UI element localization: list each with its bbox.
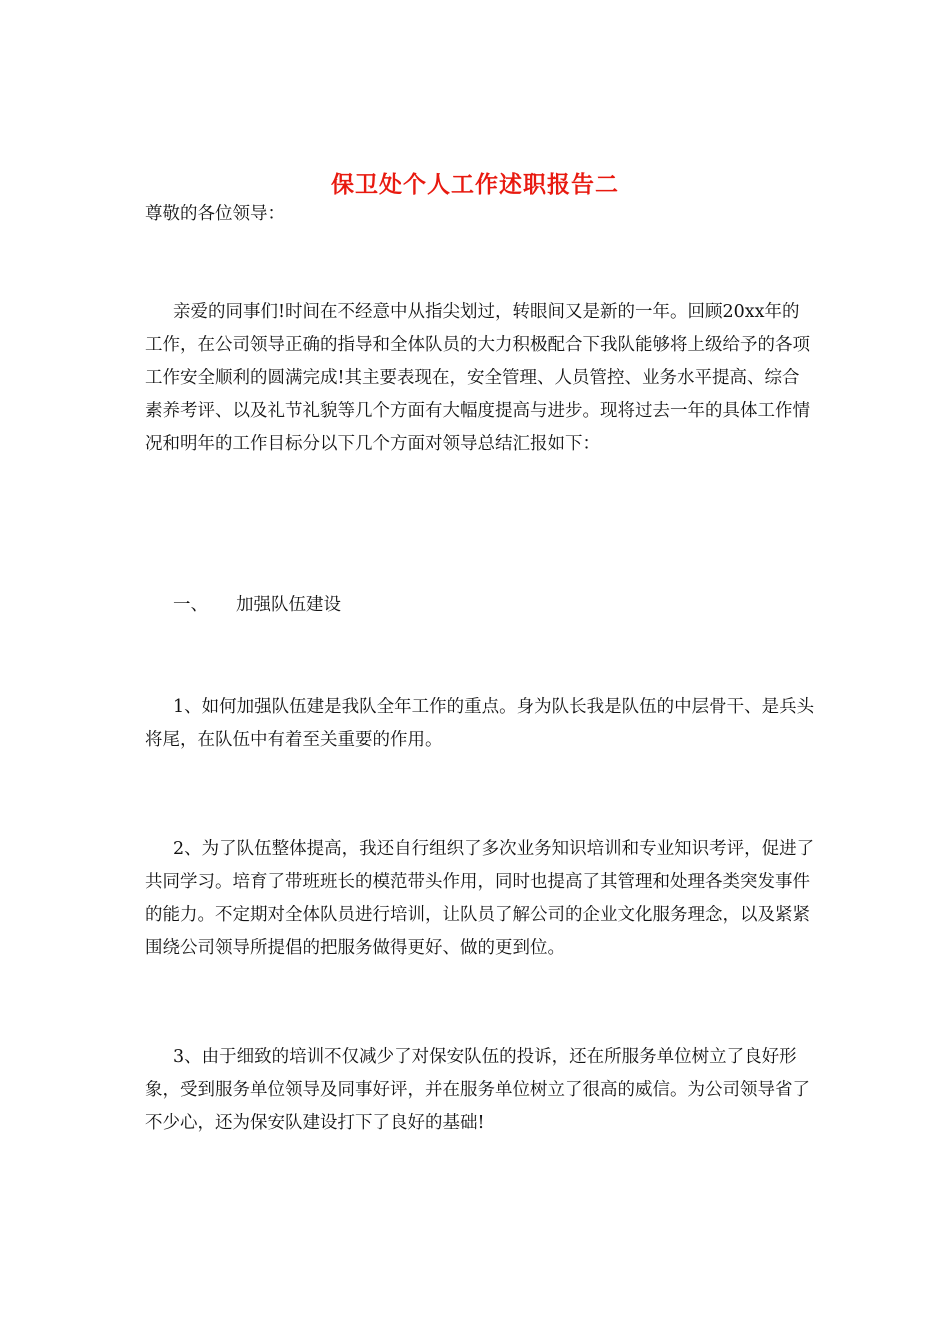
- paragraph-2: 2、为了队伍整体提高，我还自行组织了多次业务知识培训和专业知识考评，促进了共同学习。培育了带班班长的模范带头作用，同时也提高了其管理和处理各类突发事件的能力。不定期对全体队员进行培训，让队员了解公司的企业文化服务理念，以及紧紧围绕公司领导所提倡的把服务做得更好、做的更到位。: [145, 839, 815, 958]
- paragraph-1: 1、如何加强队伍建是我队全年工作的重点。身为队长我是队伍的中层骨干、是兵头将尾，在队伍中有着至关重要的作用。: [145, 697, 815, 750]
- section-heading-1: [145, 589, 815, 622]
- paragraph-3: 3、由于细致的培训不仅减少了对保安队伍的投诉，还在所服务单位树立了良好形象，受到服务单位领导及同事好评，并在服务单位树立了很高的威信。为公司领导省了不少心，还为保安队建设打下了良好的基础!: [145, 1047, 810, 1133]
- salutation: 尊敬的各位领导：: [145, 204, 285, 224]
- section-number: 一、: [173, 595, 208, 615]
- document-title: 保卫处个人工作述职报告二: [331, 171, 619, 199]
- section-title: 加强队伍建设: [236, 595, 341, 615]
- intro-paragraph: 亲爱的同事们!时间在不经意中从指尖划过，转眼间又是新的一年。回顾20xx年的工作，在公司领导正确的指导和全体队员的大力积极配合下我队能够将上级给予的各项工作安全顺利的圆满完成!其主要表现在，安全管理、人员管控、业务水平提高、综合素养考评、以及礼节礼貌等几个方面有大幅度提高与进步。现将过去一年的具体工作情况和明年的工作目标分以下几个方面对领导总结汇报如下：: [145, 302, 810, 454]
